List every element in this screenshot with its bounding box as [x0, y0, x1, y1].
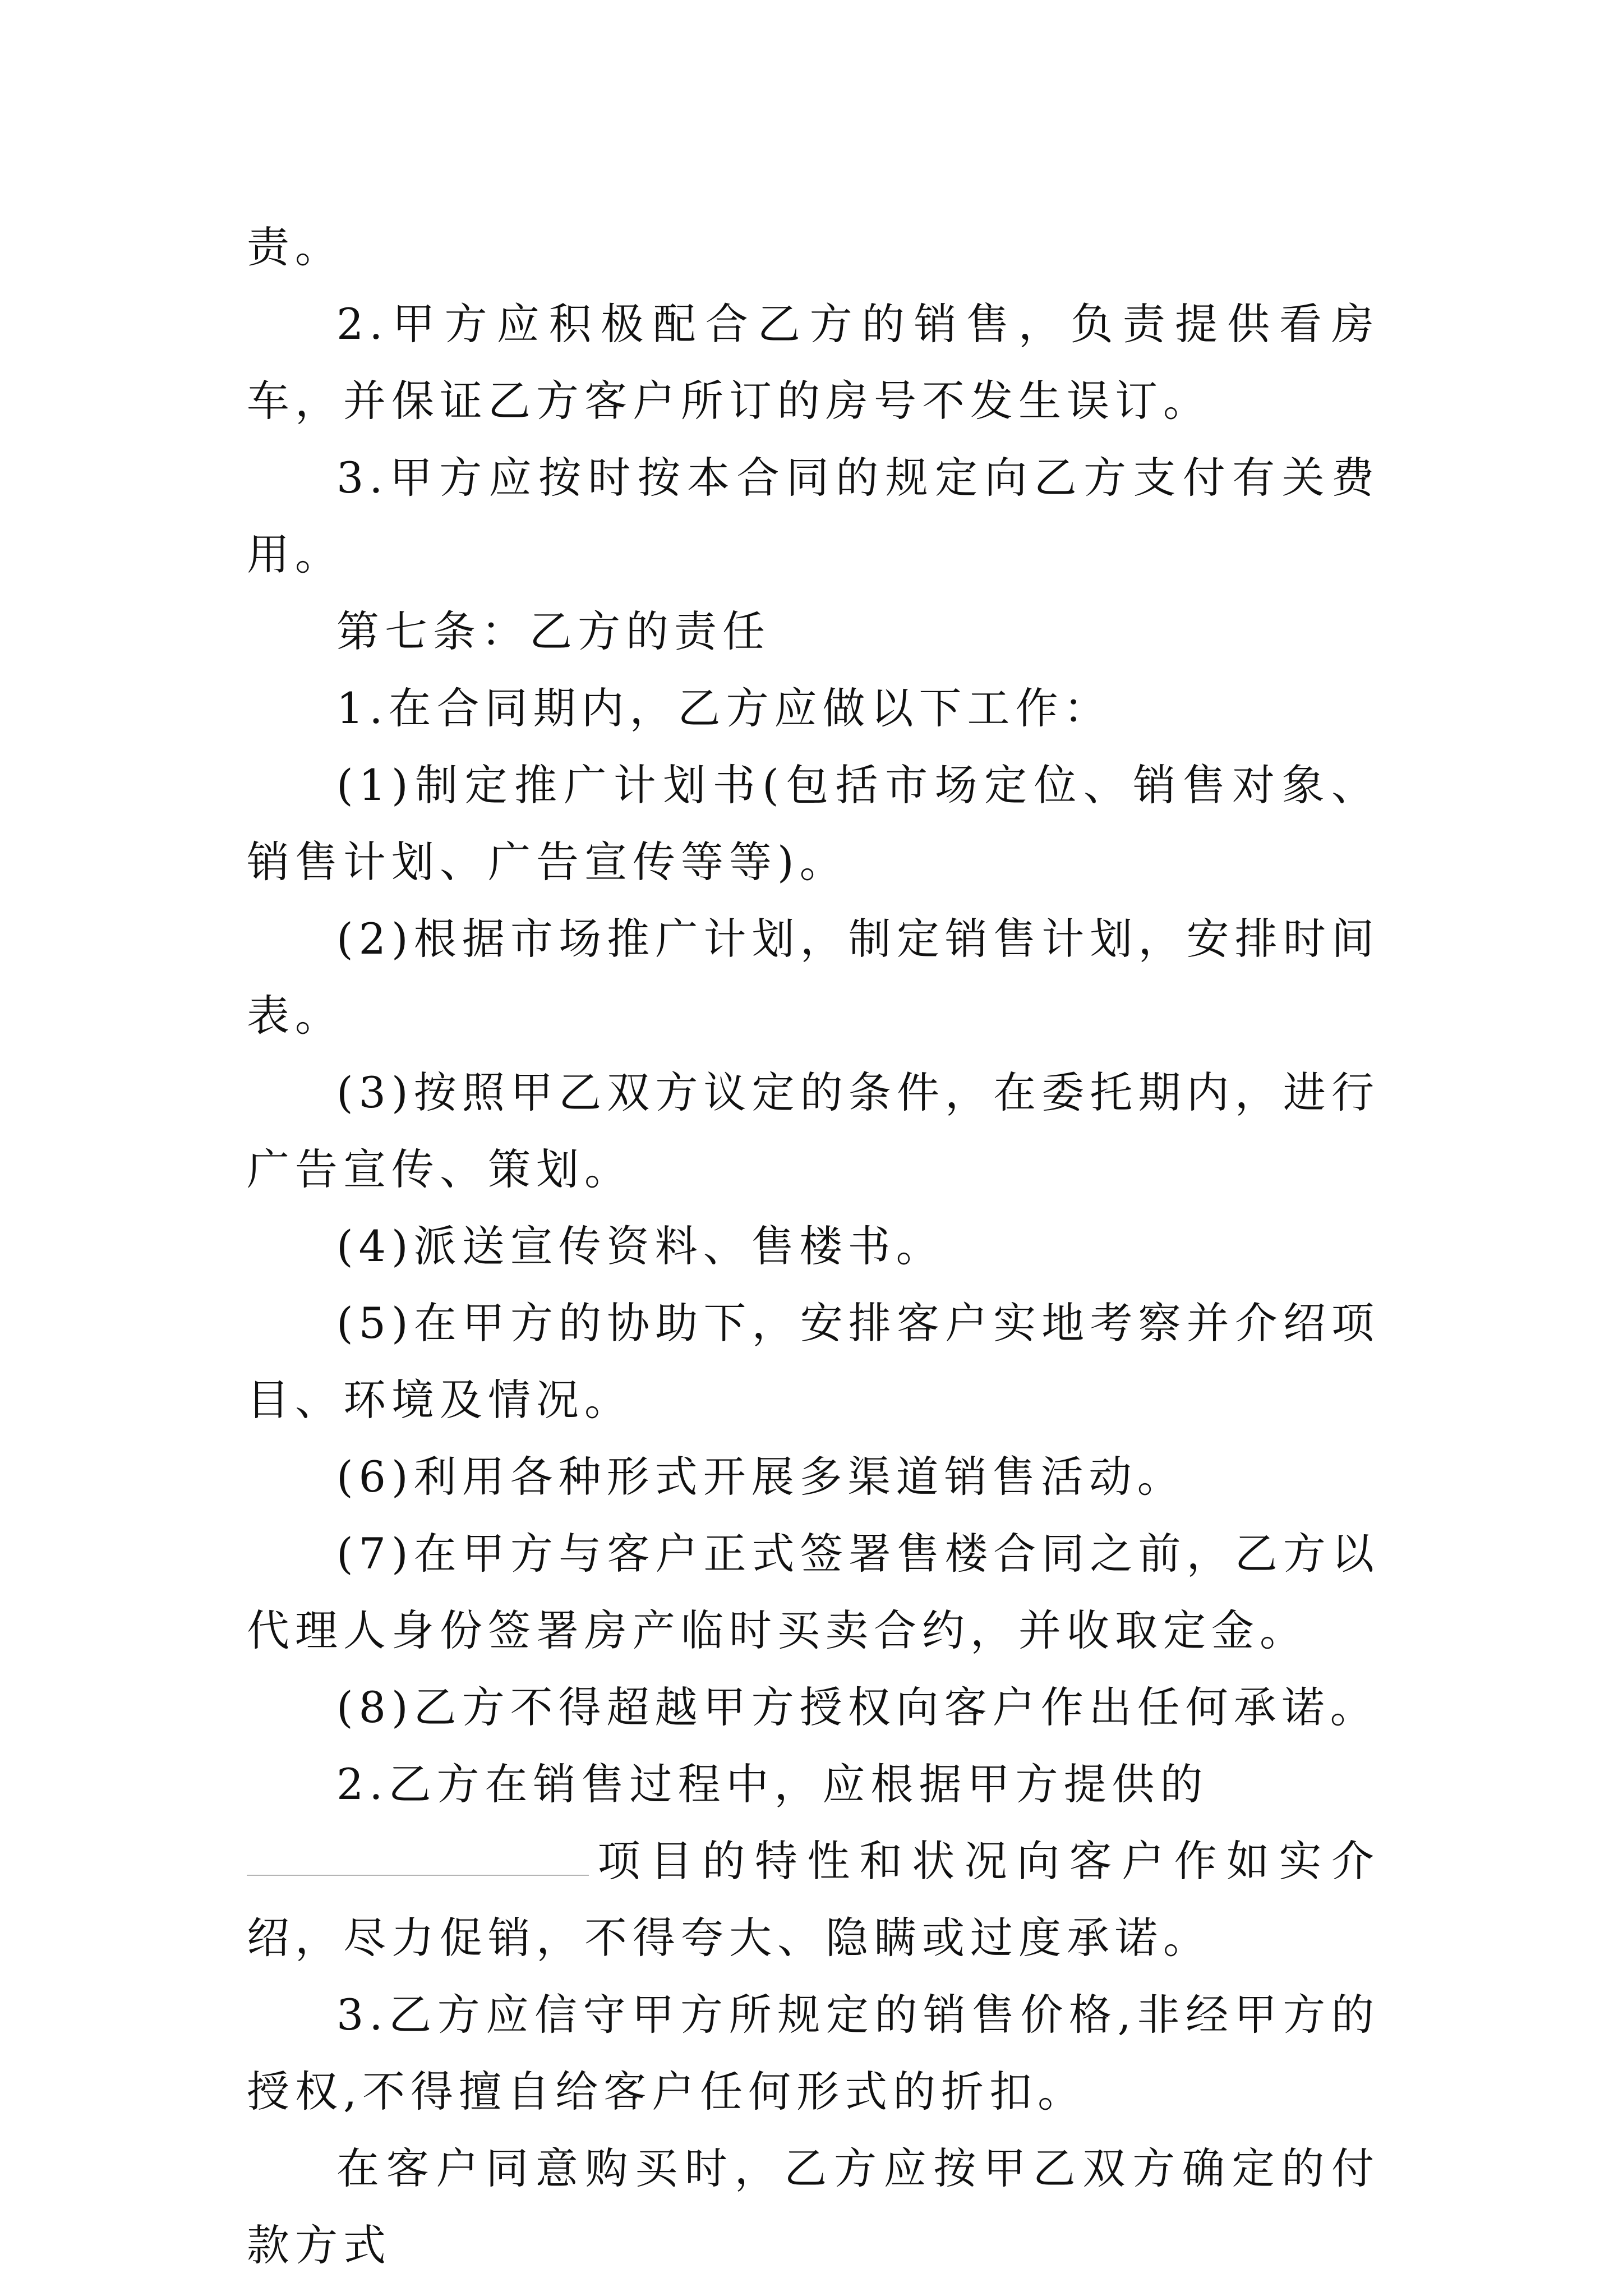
paragraph: (3)按照甲乙双方议定的条件，在委托期内，进行广告宣传、策划。 — [247, 1068, 1380, 1194]
paragraph: 3.乙方应信守甲方所规定的销售价格,非经甲方的授权,不得擅自给客户任何形式的折扣。 — [247, 1990, 1380, 2116]
paragraph: (8)乙方不得超越甲方授权向客户作出任何承诺。 — [336, 1682, 1378, 1732]
paragraph-part: 项目的特性和状况向客户作如实介绍，尽力促销，不得夸大、隐瞒或过度承诺。 — [247, 1836, 1380, 1963]
paragraph: (1)制定推广计划书(包括市场定位、销售对象、销售计划、广告宣传等等)。 — [247, 760, 1380, 887]
document-body — [247, 209, 1380, 2284]
paragraph-part: 2.乙方在销售过程中，应根据甲方提供的 — [336, 1759, 1209, 1809]
paragraph: 在客户同意购买时，乙方应按甲乙双方确定的付款方式 — [247, 2143, 1380, 2270]
paragraph: (2)根据市场推广计划，制定销售计划，安排时间表。 — [247, 914, 1380, 1041]
paragraph: 3.甲方应按时按本合同的规定向乙方支付有关费用。 — [247, 453, 1380, 579]
paragraph: 2.甲方应积极配合乙方的销售，负责提供看房车，并保证乙方客户所订的房号不发生误订。 — [247, 299, 1380, 426]
paragraph: (4)派送宣传资料、售楼书。 — [336, 1221, 944, 1271]
paragraph: 1.在合同期内，乙方应做以下工作： — [336, 683, 1112, 733]
paragraph: (5)在甲方的协助下，安排客户实地考察并介绍项目、环境及情况。 — [247, 1298, 1380, 1425]
paragraph-with-blank — [247, 1746, 1380, 1976]
paragraph: 责。 — [247, 222, 343, 272]
paragraph: (7)在甲方与客户正式签署售楼合同之前，乙方以代理人身份签署房产临时买卖合约，并收取定金。 — [247, 1529, 1380, 1655]
paragraph: (6)利用各种形式开展多渠道销售活动。 — [336, 1452, 1186, 1502]
fill-in-blank-line — [247, 1874, 589, 1876]
section-heading: 第七条：乙方的责任 — [336, 606, 771, 656]
